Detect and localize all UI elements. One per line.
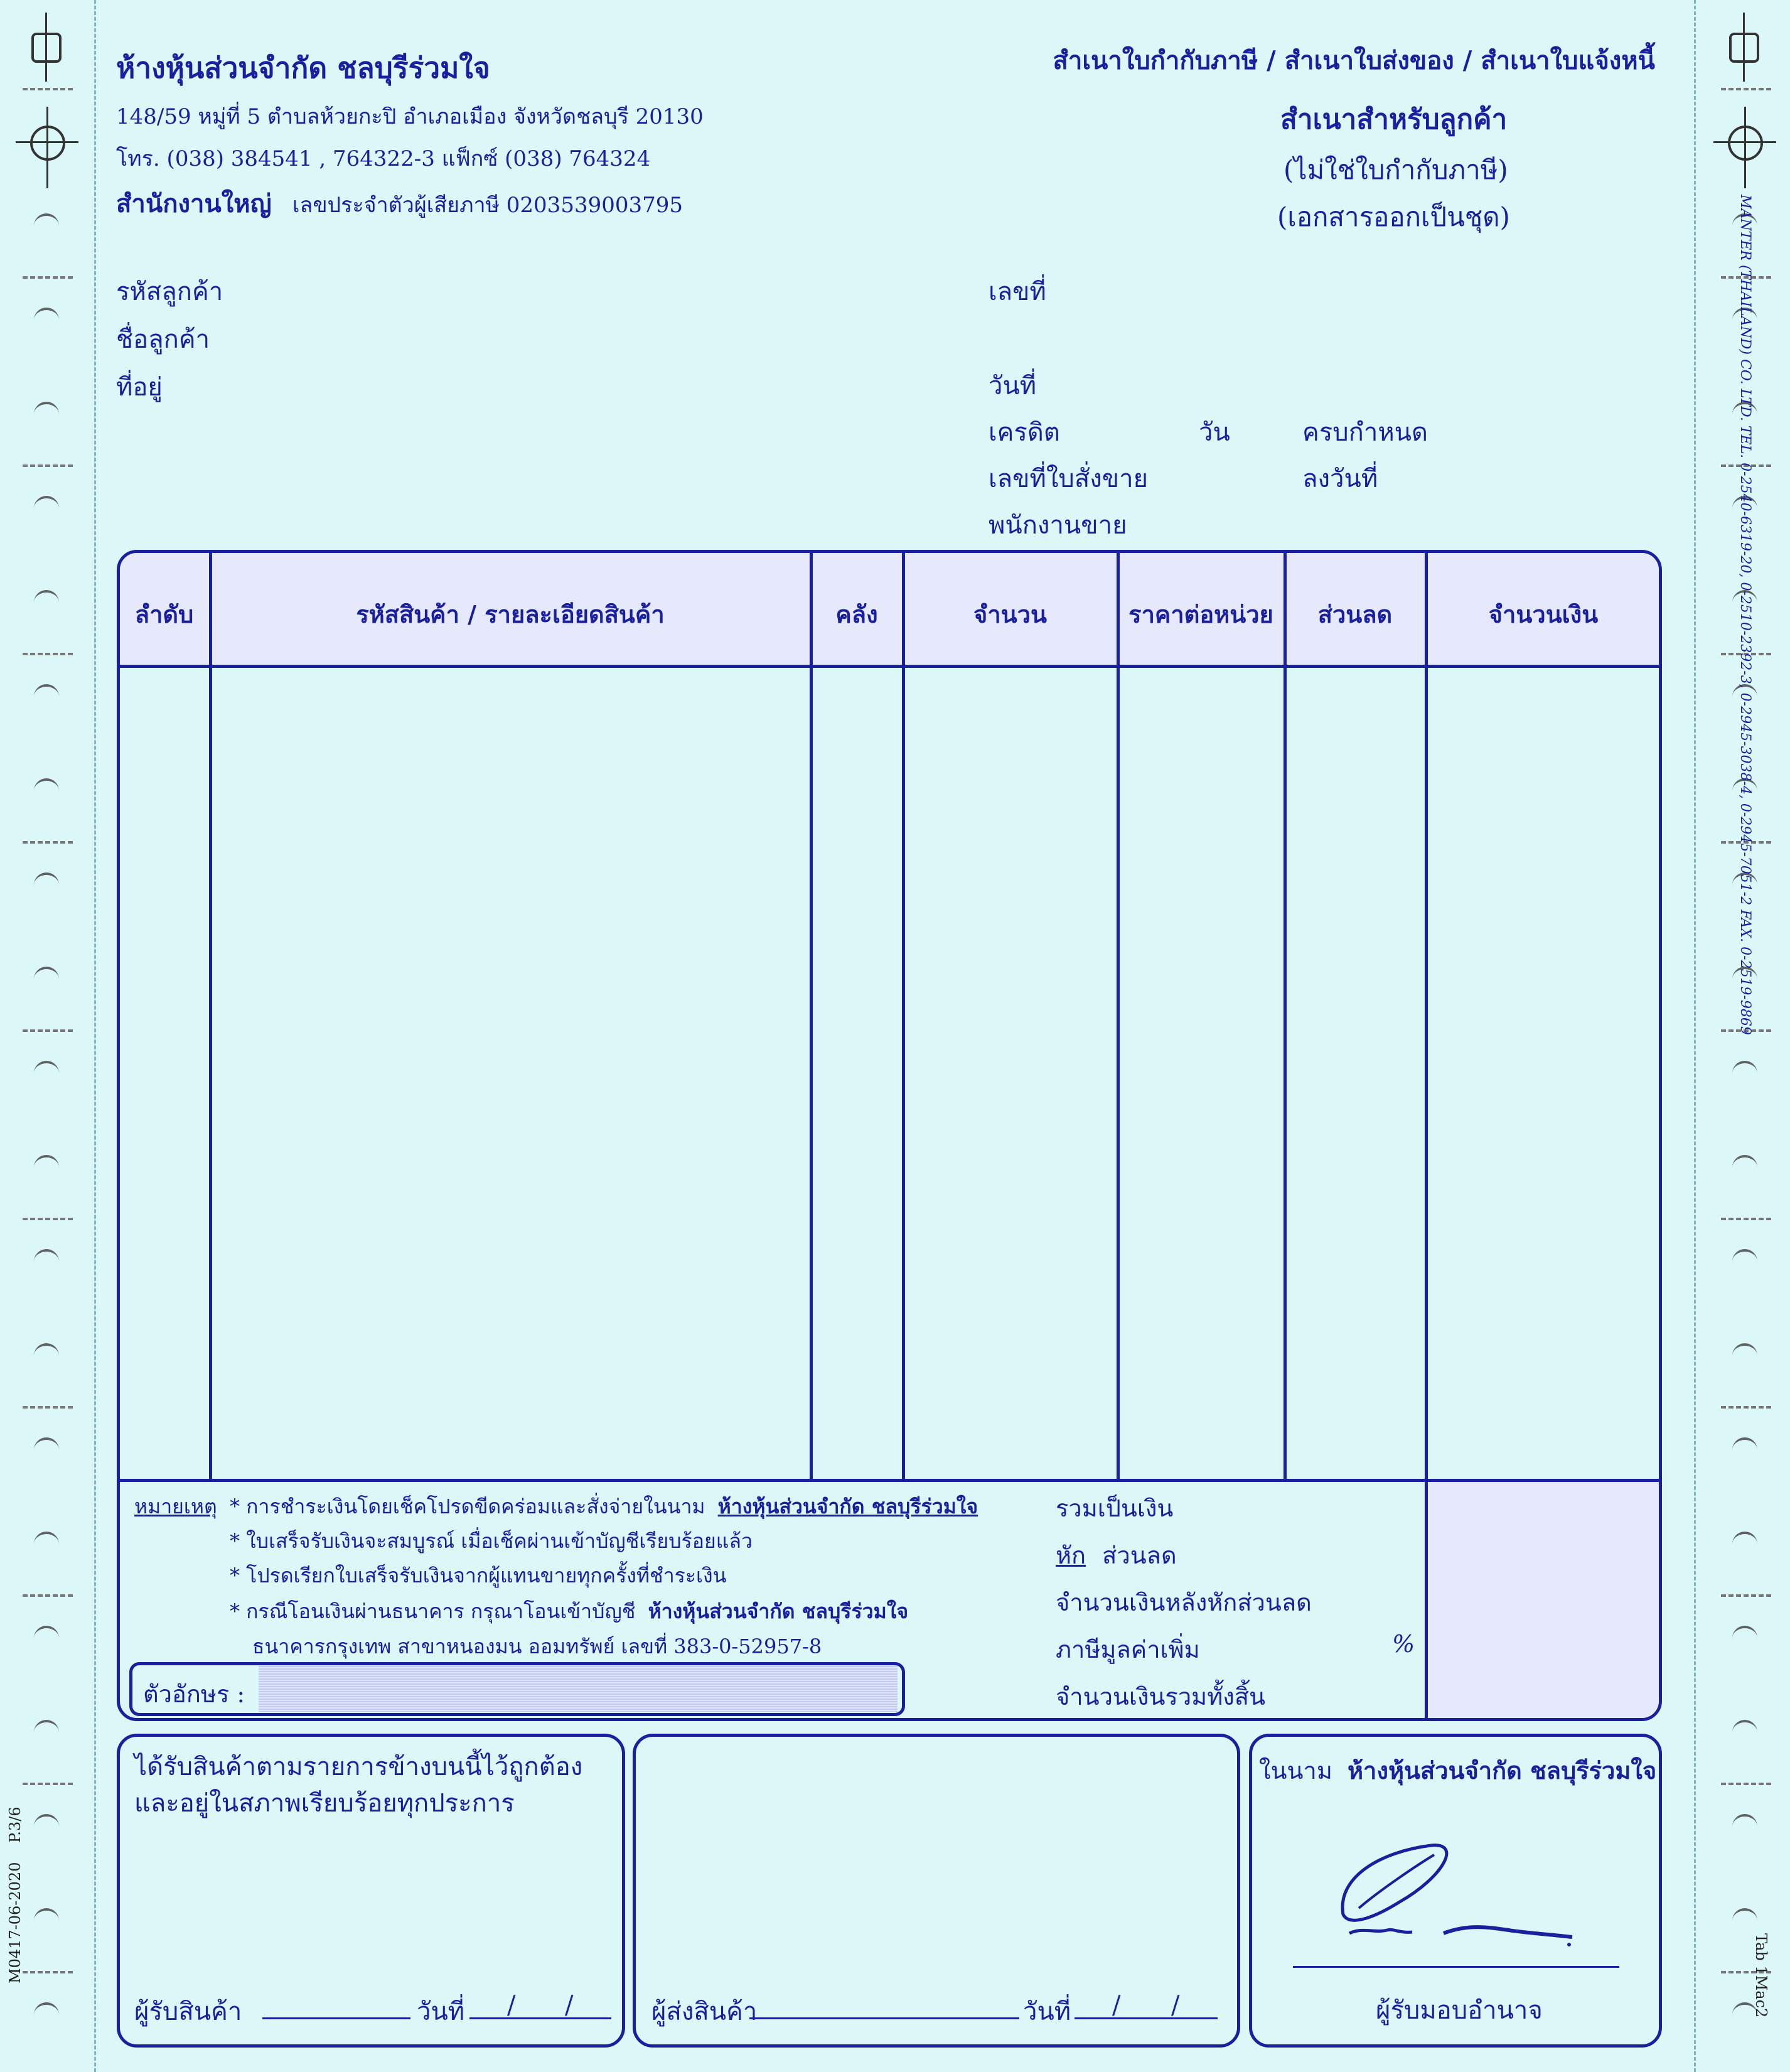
col-divider <box>1425 551 1428 1720</box>
due-label: ครบกำหนด <box>1302 418 1428 447</box>
sender-date-label: วันที่ <box>1023 1997 1071 2026</box>
perforation-mark <box>23 1594 73 1597</box>
perforation-mark <box>23 464 73 467</box>
col-divider <box>209 551 212 1480</box>
receiver-date-slash-1: / <box>507 1991 516 2020</box>
doc-no-label: เลขที่ <box>989 277 1046 306</box>
amount-in-words-field[interactable] <box>259 1666 898 1712</box>
header-amount: จำนวนเงิน <box>1488 600 1599 628</box>
sender-date-slash-2: / <box>1171 1991 1180 2020</box>
col-divider <box>810 551 813 1480</box>
on-behalf-line <box>1259 1751 1656 1790</box>
on-behalf-label: ในนาม <box>1259 1757 1332 1785</box>
amount-in-words-label: ตัวอักษร : <box>143 1680 245 1708</box>
grand-total-label: จำนวนเงินรวมทั้งสิ้น <box>1056 1683 1265 1710</box>
remark-line-1 <box>230 1491 978 1523</box>
vat-percent: % <box>1392 1630 1415 1658</box>
sales-order-date-label: ลงวันที่ <box>1302 464 1378 493</box>
customer-address-label: ที่อยู่ <box>116 373 163 402</box>
perforation-mark <box>23 653 73 655</box>
customer-code-label: รหัสลูกค้า <box>116 277 223 306</box>
header-warehouse: คลัง <box>835 600 878 628</box>
perforation-mark <box>1721 1218 1771 1220</box>
head-office-label: สำนักงานใหญ่ <box>116 189 272 218</box>
set-issued: (เอกสารออกเป็นชุด) <box>1277 201 1510 232</box>
receiver-date-line[interactable] <box>469 2017 611 2019</box>
company-phone: โทร. (038) 384541 , 764322-3 แฟ็กซ์ (038) 764324 <box>116 146 651 171</box>
perforation-mark <box>23 1218 73 1220</box>
perforation-mark <box>23 1971 73 1973</box>
header-unit-price: ราคาต่อหน่วย <box>1128 600 1273 628</box>
perforation-mark <box>1721 88 1771 90</box>
remark-line-4-text: * กรณีโอนเงินผ่านธนาคาร กรุณาโอนเข้าบัญชี <box>230 1599 636 1623</box>
date-label: วันที่ <box>989 372 1037 400</box>
vat-label: ภาษีมูลค่าเพิ่ม <box>1056 1636 1200 1663</box>
registration-line <box>46 107 48 188</box>
deduct-label: หัก <box>1056 1542 1086 1569</box>
credit-label: เครดิต <box>989 418 1060 447</box>
company-tax-id: เลขประจำตัวผู้เสียภาษี 0203539003795 <box>292 193 683 218</box>
table-header-divider <box>118 665 1661 668</box>
remark-line-1-company: ห้างหุ้นส่วนจำกัด ชลบุรีร่วมใจ <box>717 1495 978 1518</box>
days-label: วัน <box>1199 418 1230 447</box>
header-discount: ส่วนลด <box>1317 600 1393 628</box>
remark-line-5: ธนาคารกรุงเทพ สาขาหนองมน ออมทรัพย์ เลขที่ 383-0-52957-8 <box>252 1635 822 1658</box>
form-code-text: M0417-06-2020 <box>6 1862 24 1983</box>
col-divider <box>1117 551 1120 1480</box>
authorized-signature-image <box>1324 1839 1588 1952</box>
salesperson-label: พนักงานขาย <box>989 511 1127 540</box>
perforation-mark <box>23 1783 73 1785</box>
remark-line-4-company: ห้างหุ้นส่วนจำกัด ชลบุรีร่วมใจ <box>648 1599 909 1623</box>
header-product: รหัสสินค้า / รายละเอียดสินค้า <box>356 600 665 628</box>
tab-code: Tab 1Mac2 <box>1752 1933 1770 2018</box>
perforation-mark <box>23 841 73 844</box>
perforation-mark <box>1721 1594 1771 1597</box>
receiver-date-slash-2: / <box>565 1991 574 2020</box>
sender-label: ผู้ส่งสินค้า <box>651 1997 758 2026</box>
remark-line-2: * ใบเสร็จรับเงินจะสมบูรณ์ เมื่อเช็คผ่านเข้าบัญชีเรียบร้อยแล้ว <box>230 1529 753 1553</box>
sender-date-line[interactable] <box>1075 2017 1218 2019</box>
sender-signature-line[interactable] <box>749 2017 1019 2019</box>
document-types: สำเนาใบกำกับภาษี / สำเนาใบส่งของ / สำเนาใบแจ้งหนี้ <box>1053 46 1655 75</box>
discount-line <box>1056 1536 1177 1574</box>
page-number: P.3/6 <box>6 1806 24 1843</box>
totals-values-fill <box>1429 1482 1662 1721</box>
not-tax-invoice: (ไม่ใช่ใบกำกับภาษี) <box>1284 154 1508 185</box>
remarks-title: หมายเหตุ <box>134 1495 217 1518</box>
receiver-signature-line[interactable] <box>262 2017 410 2019</box>
perforation-mark <box>23 1406 73 1409</box>
discount-label: ส่วนลด <box>1102 1542 1177 1569</box>
subtotal-label: รวมเป็นเงิน <box>1056 1495 1174 1522</box>
company-address: 148/59 หมู่ที่ 5 ตำบลห้วยกะปิ อำเภอเมือง จังหวัดชลบุรี 20130 <box>116 104 704 129</box>
perforation-mark <box>23 88 73 90</box>
company-office-line <box>116 183 683 223</box>
receiver-date-label: วันที่ <box>417 1997 465 2026</box>
registration-line <box>45 13 47 82</box>
remark-line-3: * โปรดเรียกใบเสร็จรับเงินจากผู้แทนขายทุกครั้งที่ชำระเงิน <box>230 1564 727 1587</box>
remark-line-4 <box>230 1596 908 1628</box>
registration-line <box>1713 141 1776 143</box>
perforation-mark <box>23 276 73 279</box>
perforation-mark <box>1721 1783 1771 1785</box>
receiver-label: ผู้รับสินค้า <box>134 1997 242 2026</box>
on-behalf-company: ห้างหุ้นส่วนจำกัด ชลบุรีร่วมใจ <box>1348 1756 1657 1785</box>
perforation-mark <box>1721 1406 1771 1409</box>
header-seq: ลำดับ <box>134 600 194 628</box>
registration-line <box>1744 107 1746 188</box>
registration-line <box>16 141 78 143</box>
header-quantity: จำนวน <box>973 600 1047 628</box>
authorized-label: ผู้รับมอบอำนาจ <box>1376 1996 1543 2025</box>
copy-for-customer: สำเนาสำหรับลูกค้า <box>1280 104 1508 136</box>
authorized-signature-line[interactable] <box>1293 1966 1619 1968</box>
form-code <box>6 1806 31 1990</box>
col-divider <box>1284 551 1287 1480</box>
perforation-mark <box>23 1029 73 1032</box>
company-name: ห้างหุ้นส่วนจำกัด ชลบุรีร่วมใจ <box>116 51 490 85</box>
table-body-bottom <box>118 1479 1661 1482</box>
printer-credit: MANTER (THAILAND) CO. LTD. TEL. 0-2540-6319-20, 0-2510-2392-3, 0-2945-3038-4, 0-2945-7051-2 FAX. 0-2519-9869 <box>1737 195 1753 1035</box>
sender-date-slash-1: / <box>1112 1991 1121 2020</box>
remark-line-1-text: * การชำระเงินโดยเช็คโปรดขีดคร่อมและสั่งจ่ายในนาม <box>230 1495 705 1518</box>
col-divider <box>902 551 905 1480</box>
after-discount-label: จำนวนเงินหลังหักส่วนลด <box>1056 1589 1312 1616</box>
sales-order-no-label: เลขที่ใบสั่งขาย <box>989 464 1149 493</box>
registration-line <box>1743 13 1745 82</box>
received-statement-1: ได้รับสินค้าตามรายการข้างบนนี้ไว้ถูกต้อง <box>134 1753 583 1781</box>
customer-name-label: ชื่อลูกค้า <box>116 325 210 354</box>
received-statement-2: และอยู่ในสภาพเรียบร้อยทุกประการ <box>134 1789 515 1818</box>
